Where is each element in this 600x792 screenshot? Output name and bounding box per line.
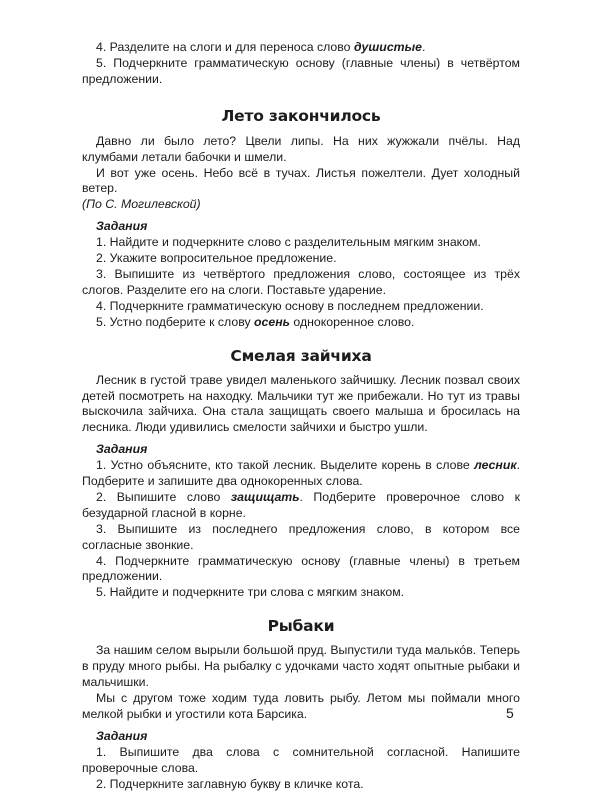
tasks-heading: Задания xyxy=(96,728,148,743)
intro-task-5: 5. Подчеркните грамматическую основу (главные члены) в четвёртом предложении. xyxy=(82,55,520,86)
task-item: 2. Выпишите слово защищать. Подберите проверочное слово к безударной гласной в корне. xyxy=(82,489,520,520)
intro-tasks xyxy=(82,40,520,88)
text-paragraph: Мы с другом тоже ходим туда ловить рыбу. Летом мы поймали много мелкой рыбки и угостили кота Барсика. xyxy=(82,691,520,721)
task-item: 1. Устно объясните, кто такой лесник. Выделите корень в слове лесник. Подберите и запишите два однокоренных слова. xyxy=(82,458,520,489)
task-item: 5. Устно подберите к слову осень однокоренное слово. xyxy=(96,314,415,329)
section-title: Рыбаки xyxy=(267,617,335,636)
section-title: Лето закончилось xyxy=(221,106,381,125)
section-smelaya-zaychikha xyxy=(82,346,520,602)
text-paragraph: Давно ли было лето? Цвели липы. На них жужжали пчёлы. Над клумбами летали бабочки и шмели. xyxy=(82,133,520,164)
intro-task-4: 4. Разделите на слоги и для переноса слово душистые. xyxy=(96,40,426,54)
text-paragraph: За нашим селом вырыли большой пруд. Выпустили туда малькóв. Теперь в пруду много рыбы. На рыбалку с удочками часто ходят опытные рыбаки и мальчишки. xyxy=(82,643,520,690)
section-leto-zakonchilos xyxy=(82,106,520,331)
source-attribution: (По С. Могилевской) xyxy=(82,197,201,212)
section-title: Смелая зайчиха xyxy=(230,346,372,365)
task-item: 2. Укажите вопросительное предложение. xyxy=(96,251,337,266)
task-item: 4. Подчеркните грамматическую основу в последнем предложении. xyxy=(96,298,484,313)
section-rybaki xyxy=(82,616,520,792)
tasks-heading: Задания xyxy=(96,219,148,234)
tasks-heading: Задания xyxy=(96,442,148,457)
task-item: 1. Найдите и подчеркните слово с разделительным мягким знаком. xyxy=(96,235,481,250)
keyword: защищать xyxy=(230,489,300,504)
task-item: 4. Подчеркните грамматическую основу (главные члены) в третьем предложении. xyxy=(82,553,520,584)
task-item: 2. Подчеркните заглавную букву в кличке кота. xyxy=(96,776,364,791)
keyword: лесник xyxy=(474,458,517,473)
task-item: 5. Найдите и подчеркните три слова с мягким знаком. xyxy=(96,585,405,600)
task-item: 1. Выпишите два слова с сомнительной согласной. Напишите проверочные слова. xyxy=(82,744,520,775)
task-item: 3. Выпишите из четвёртого предложения слово, состоящее из трёх слогов. Разделите его на слоги. Поставьте ударение. xyxy=(82,266,520,297)
keyword: душистые xyxy=(353,40,422,54)
page-content xyxy=(82,40,520,792)
keyword: осень xyxy=(254,314,290,329)
text-paragraph: Лесник в густой траве увидел маленького зайчишку. Лесник позвал своих детей посмотреть на находку. Мальчики тут же прибежали. Но тут из травы выскочила зайчиха. Она стала защищать своего малыша и бросилась на лесника. Люди удивились смелости зайчихи и быстро ушли. xyxy=(82,372,520,435)
page-number: 5 xyxy=(506,705,514,721)
text-paragraph: И вот уже осень. Небо всё в тучах. Листья пожелтели. Дует холодный ветер. xyxy=(82,165,520,196)
task-item: 3. Выпишите из последнего предложения слово, в котором все согласные звонкие. xyxy=(82,521,520,552)
